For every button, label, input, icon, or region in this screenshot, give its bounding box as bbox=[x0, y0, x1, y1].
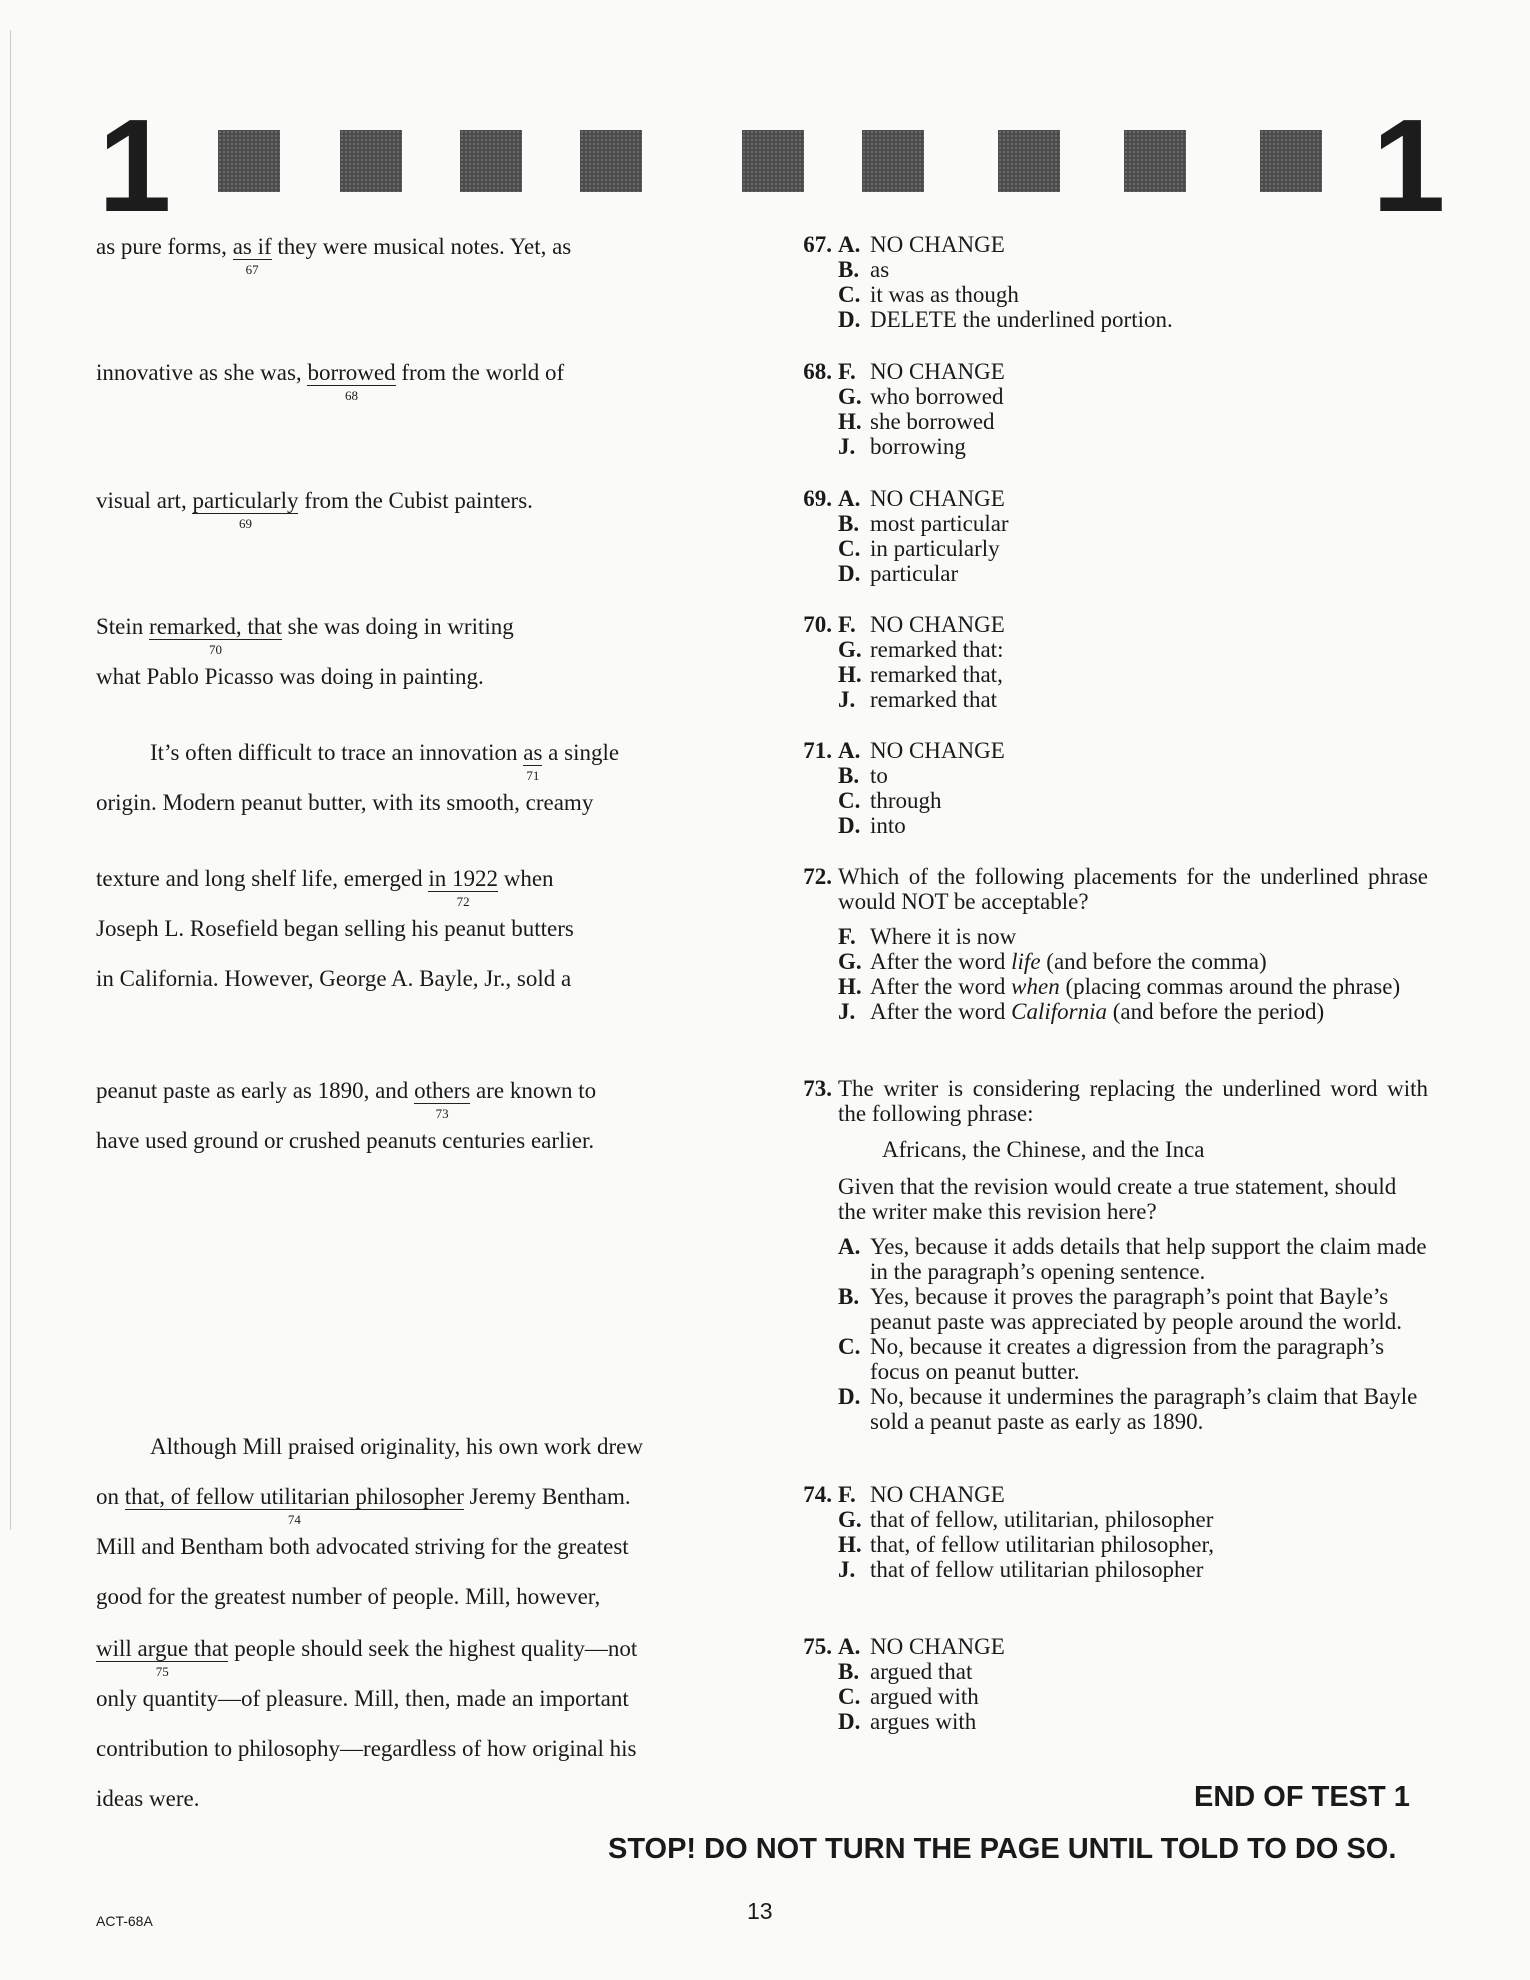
test-number-right: 1 bbox=[1372, 92, 1446, 239]
question-ref-number: 68 bbox=[345, 388, 358, 403]
passage-line: what Pablo Picasso was doing in painting. bbox=[96, 664, 484, 689]
header-square bbox=[460, 130, 522, 192]
answer-option[interactable]: H. she borrowed bbox=[838, 409, 995, 434]
passage-line: on that, of fellow utilitarian philosopher 74 Jeremy Bentham. bbox=[96, 1484, 631, 1527]
answer-option[interactable]: C. argued with bbox=[838, 1684, 979, 1709]
question-number: 67. bbox=[803, 232, 832, 257]
answer-option[interactable]: H. remarked that, bbox=[838, 662, 1003, 687]
question-stem: Which of the following placements for the underlined phrase would NOT be acceptable? bbox=[838, 864, 1428, 914]
answer-option[interactable]: A. Yes, because it adds details that help support the claim made in the paragraph’s opening sentence. bbox=[838, 1234, 1427, 1284]
question-ref-number: 67 bbox=[245, 262, 259, 277]
question-ref-number: 70 bbox=[208, 642, 222, 657]
header-square bbox=[218, 130, 280, 192]
question-number: 70. bbox=[803, 612, 832, 637]
answer-option[interactable]: J. that of fellow utilitarian philosopher bbox=[838, 1557, 1204, 1582]
passage-line: Although Mill praised originality, his own work drew bbox=[150, 1434, 643, 1459]
answer-option[interactable]: C. through bbox=[838, 788, 942, 813]
answer-option[interactable]: F. NO CHANGE bbox=[838, 612, 1005, 637]
question-number: 75. bbox=[803, 1634, 832, 1659]
underlined-portion: as 71 bbox=[523, 740, 543, 783]
answer-option[interactable]: D. particular bbox=[838, 561, 959, 586]
underlined-portion: others 73 bbox=[414, 1078, 471, 1121]
answer-option[interactable]: B. to bbox=[838, 763, 888, 788]
underlined-portion: will argue that 75 bbox=[96, 1636, 229, 1679]
answer-option[interactable]: D. argues with bbox=[838, 1709, 977, 1734]
passage-line: good for the greatest number of people. Mill, however, bbox=[96, 1584, 601, 1609]
passage-line: ideas were. bbox=[96, 1786, 200, 1811]
answer-option[interactable]: D. DELETE the underlined portion. bbox=[838, 307, 1173, 332]
header-square bbox=[580, 130, 642, 192]
header-square bbox=[340, 130, 402, 192]
answer-option[interactable]: C. it was as though bbox=[838, 282, 1019, 307]
answer-option[interactable]: H. that, of fellow utilitarian philosopher, bbox=[838, 1532, 1215, 1557]
answer-option[interactable]: F. Where it is now bbox=[838, 924, 1017, 949]
answer-option[interactable]: B. most particular bbox=[838, 511, 1009, 536]
underlined-portion: particularly 69 bbox=[192, 488, 299, 531]
underlined-portion: remarked, that 70 bbox=[149, 614, 282, 657]
answer-option[interactable]: D. No, because it undermines the paragraph’s claim that Bayle sold a peanut paste as early as 1890. bbox=[838, 1384, 1418, 1434]
passage-line: contribution to philosophy—regardless of how original his bbox=[96, 1736, 637, 1761]
answer-option[interactable]: G. who borrowed bbox=[838, 384, 1004, 409]
answer-option[interactable]: A. NO CHANGE bbox=[838, 1634, 1005, 1659]
underlined-portion: in 1922 72 bbox=[428, 866, 498, 909]
page-number: 13 bbox=[747, 1898, 773, 1924]
answer-option[interactable]: D. into bbox=[838, 813, 906, 838]
answer-option[interactable]: B. Yes, because it proves the paragraph’s point that Bayle’s peanut paste was appreciated by people around the world. bbox=[838, 1284, 1402, 1334]
question-ref-number: 75 bbox=[155, 1664, 169, 1679]
passage-line: only quantity—of pleasure. Mill, then, made an important bbox=[96, 1686, 629, 1711]
passage-line: peanut paste as early as 1890, and others 73 are known to bbox=[96, 1078, 597, 1121]
passage-line: Joseph L. Rosefield began selling his peanut butters bbox=[96, 916, 574, 941]
header-square bbox=[1260, 130, 1322, 192]
answer-option[interactable]: A. NO CHANGE bbox=[838, 738, 1005, 763]
answer-option[interactable]: J. borrowing bbox=[838, 434, 966, 459]
answer-option[interactable]: B. argued that bbox=[838, 1659, 973, 1684]
passage-line: visual art, particularly 69 from the Cubist painters. bbox=[96, 488, 533, 531]
passage-line: origin. Modern peanut butter, with its smooth, creamy bbox=[96, 790, 594, 815]
replacement-phrase: Africans, the Chinese, and the Inca bbox=[882, 1137, 1205, 1162]
question-number: 74. bbox=[803, 1482, 832, 1507]
answer-option[interactable]: F. NO CHANGE bbox=[838, 359, 1005, 384]
question-number: 72. bbox=[803, 864, 832, 889]
scan-edge-line bbox=[10, 30, 11, 1530]
question-number: 68. bbox=[803, 359, 832, 384]
question-ref-number: 71 bbox=[526, 768, 540, 783]
passage-line: texture and long shelf life, emerged in 1922 72 when bbox=[96, 866, 554, 909]
form-code: ACT-68A bbox=[96, 1913, 153, 1929]
header-square bbox=[998, 130, 1060, 192]
answer-option[interactable]: B. as bbox=[838, 257, 890, 282]
test-number-left: 1 bbox=[98, 92, 172, 239]
passage-line: have used ground or crushed peanuts centuries earlier. bbox=[96, 1128, 595, 1153]
question-stem: The writer is considering replacing the underlined word with the following phrase: bbox=[838, 1076, 1428, 1126]
question-ref-number: 69 bbox=[238, 516, 252, 531]
underlined-portion: borrowed 68 bbox=[307, 360, 396, 403]
passage-line: Stein remarked, that 70 she was doing in writing bbox=[96, 614, 514, 657]
question-number: 71. bbox=[803, 738, 832, 763]
passage-line: Mill and Bentham both advocated striving for the greatest bbox=[96, 1534, 629, 1559]
question-prompt: Given that the revision would create a true statement, should the writer make this revision here? bbox=[838, 1174, 1397, 1224]
answer-option[interactable]: F. NO CHANGE bbox=[838, 1482, 1005, 1507]
answer-option[interactable]: A. NO CHANGE bbox=[838, 486, 1005, 511]
header-square bbox=[862, 130, 924, 192]
passage-line: in California. However, George A. Bayle, Jr., sold a bbox=[96, 966, 572, 991]
question-number: 73. bbox=[803, 1076, 832, 1101]
passage-line: innovative as she was, borrowed 68 from the world of bbox=[96, 360, 565, 403]
question-ref-number: 72 bbox=[456, 894, 470, 909]
underlined-portion: as if 67 bbox=[232, 234, 272, 277]
passage-line: It’s often difficult to trace an innovation as 71 a single bbox=[150, 740, 620, 783]
answer-option[interactable]: J. remarked that bbox=[838, 687, 998, 712]
answer-option[interactable]: C. No, because it creates a digression from the paragraph’s focus on peanut butter. bbox=[838, 1334, 1385, 1384]
question-ref-number: 74 bbox=[287, 1512, 301, 1527]
answer-option[interactable]: C. in particularly bbox=[838, 536, 1000, 561]
header-square bbox=[742, 130, 804, 192]
header-square bbox=[1124, 130, 1186, 192]
answer-option[interactable]: G. After the word life (and before the comma) bbox=[838, 949, 1267, 974]
answer-option[interactable]: G. that of fellow, utilitarian, philosopher bbox=[838, 1507, 1214, 1532]
answer-option[interactable]: A. NO CHANGE bbox=[838, 232, 1005, 257]
passage-line: will argue that 75 people should seek the highest quality—not bbox=[96, 1636, 638, 1679]
answer-option[interactable]: G. remarked that: bbox=[838, 637, 1004, 662]
end-of-test-label: END OF TEST 1 bbox=[1194, 1781, 1410, 1813]
stop-instruction: STOP! DO NOT TURN THE PAGE UNTIL TOLD TO DO SO. bbox=[608, 1833, 1397, 1865]
question-ref-number: 73 bbox=[435, 1106, 449, 1121]
underlined-portion: that, of fellow utilitarian philosopher 74 bbox=[124, 1484, 464, 1527]
answer-option[interactable]: H. After the word when (placing commas around the phrase) bbox=[838, 974, 1401, 999]
passage-line: as pure forms, as if 67 they were musical notes. Yet, as bbox=[96, 234, 572, 277]
question-number: 69. bbox=[803, 486, 832, 511]
answer-option[interactable]: J. After the word California (and before the period) bbox=[838, 999, 1325, 1024]
